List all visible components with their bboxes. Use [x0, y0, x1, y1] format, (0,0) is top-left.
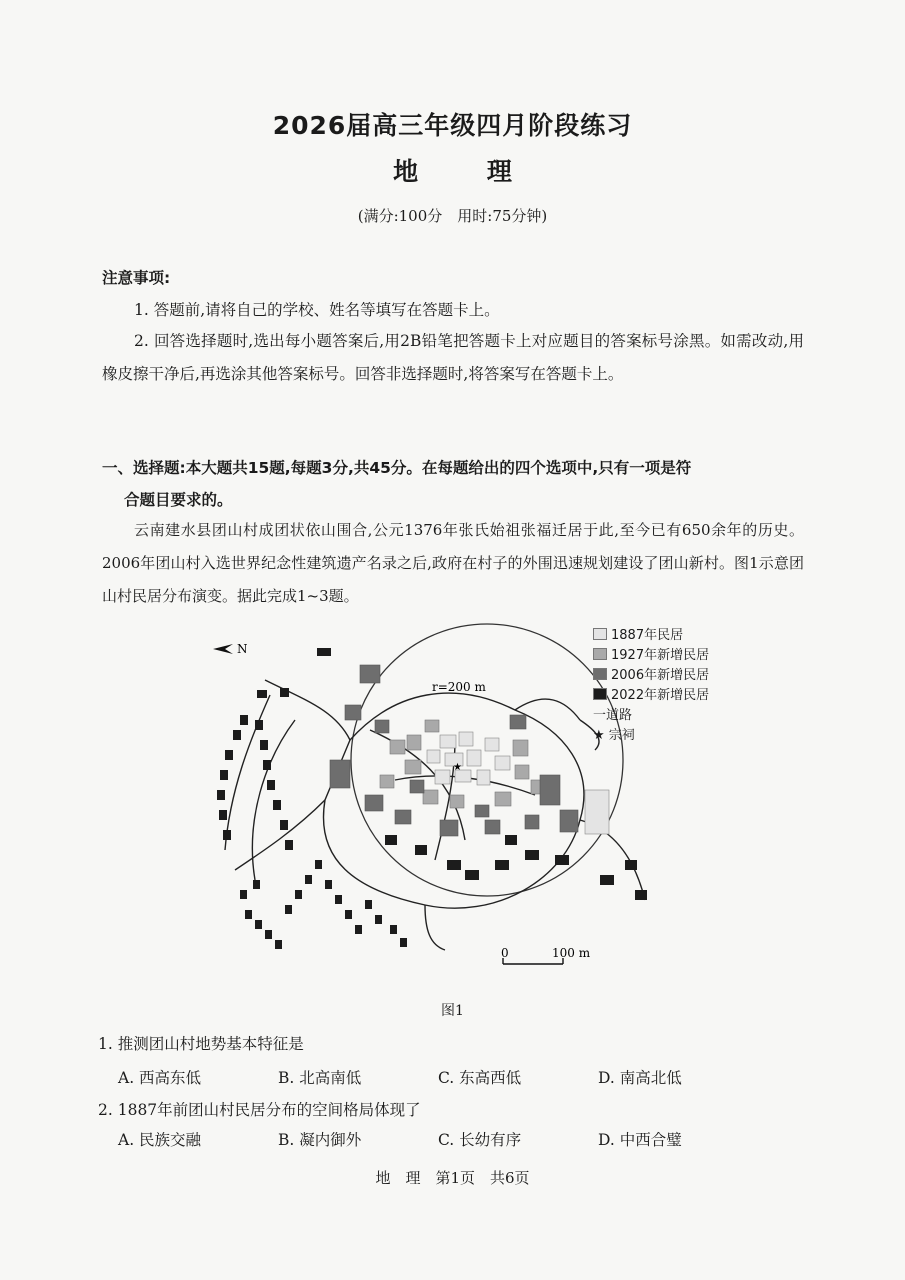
scale-zero: 0	[501, 946, 509, 960]
radius-circle	[351, 624, 623, 896]
shrine-icon: ★	[453, 762, 462, 773]
note-item-2: 2. 回答选择题时,选出每小题答案后,用2B铅笔把答题卡上对应题目的答案标号涂黑。如需改动,用橡皮擦干净后,再选涂其他答案标号。回答非选择题时,将答案写在答题卡上。	[102, 332, 804, 383]
q1-option-a: A. 西高东低	[118, 1069, 202, 1087]
legend-swatch-1927	[593, 648, 607, 660]
notes-heading: 注意事项:	[102, 269, 171, 287]
q2-option-c: C. 长幼有序	[438, 1131, 522, 1149]
q1-option-d: D. 南高北低	[598, 1069, 682, 1087]
legend-2006: 2006年新增民居	[593, 664, 709, 683]
legend-swatch-2006	[593, 668, 607, 680]
legend-1927: 1927年新增民居	[593, 644, 709, 663]
note-item-1: 1. 答题前,请将自己的学校、姓名等填写在答题卡上。	[134, 301, 500, 319]
page-footer: 地 理 第1页 共6页	[375, 1169, 530, 1187]
legend-1887: 1887年民居	[593, 624, 683, 643]
q2-option-d: D. 中西合璧	[598, 1131, 682, 1149]
section-line-2: 合题目要求的。	[124, 491, 233, 509]
question-1: 1. 推测团山村地势基本特征是	[98, 1035, 304, 1053]
legend-shrine: ★ 宗祠	[593, 728, 635, 743]
subject-title: 地 理	[393, 157, 542, 186]
figure-caption: 图1	[441, 1003, 464, 1019]
scale-label: 100 m	[552, 946, 591, 960]
north-label: N	[237, 642, 248, 656]
legend-road: 一道路	[593, 708, 633, 723]
question-intro: 云南建水县团山村成团状依山围合,公元1376年张氏始祖张福迁居于此,至今已有650余年的历史。2006年团山村入选世界纪念性建筑遗产名录之后,政府在村子的外围迅速规划建设了团山新村。图1示意团山村民居分布演变。据此完成1~3题。	[102, 521, 804, 605]
north-arrow-icon	[213, 644, 233, 654]
q2-option-b: B. 凝内御外	[278, 1131, 362, 1149]
section-line-1: 一、选择题:本大题共15题,每题3分,共45分。在每题给出的四个选项中,只有一项是符	[102, 459, 692, 477]
legend-swatch-2022	[593, 688, 607, 700]
exam-title: 2026届高三年级四月阶段练习	[272, 111, 633, 140]
legend-swatch-1887	[593, 628, 607, 640]
exam-meta: (满分:100分 用时:75分钟)	[357, 207, 548, 225]
section-heading	[102, 452, 804, 516]
question-2: 2. 1887年前团山村民居分布的空间格局体现了	[98, 1101, 421, 1119]
question-2-options	[118, 1128, 758, 1150]
legend-2022: 2022年新增民居	[593, 684, 709, 703]
q2-option-a: A. 民族交融	[118, 1131, 202, 1149]
q1-option-b: B. 北高南低	[278, 1069, 362, 1087]
q1-option-c: C. 东高西低	[438, 1069, 522, 1087]
question-1-options	[118, 1066, 758, 1088]
radius-label: r=200 m	[432, 680, 486, 694]
